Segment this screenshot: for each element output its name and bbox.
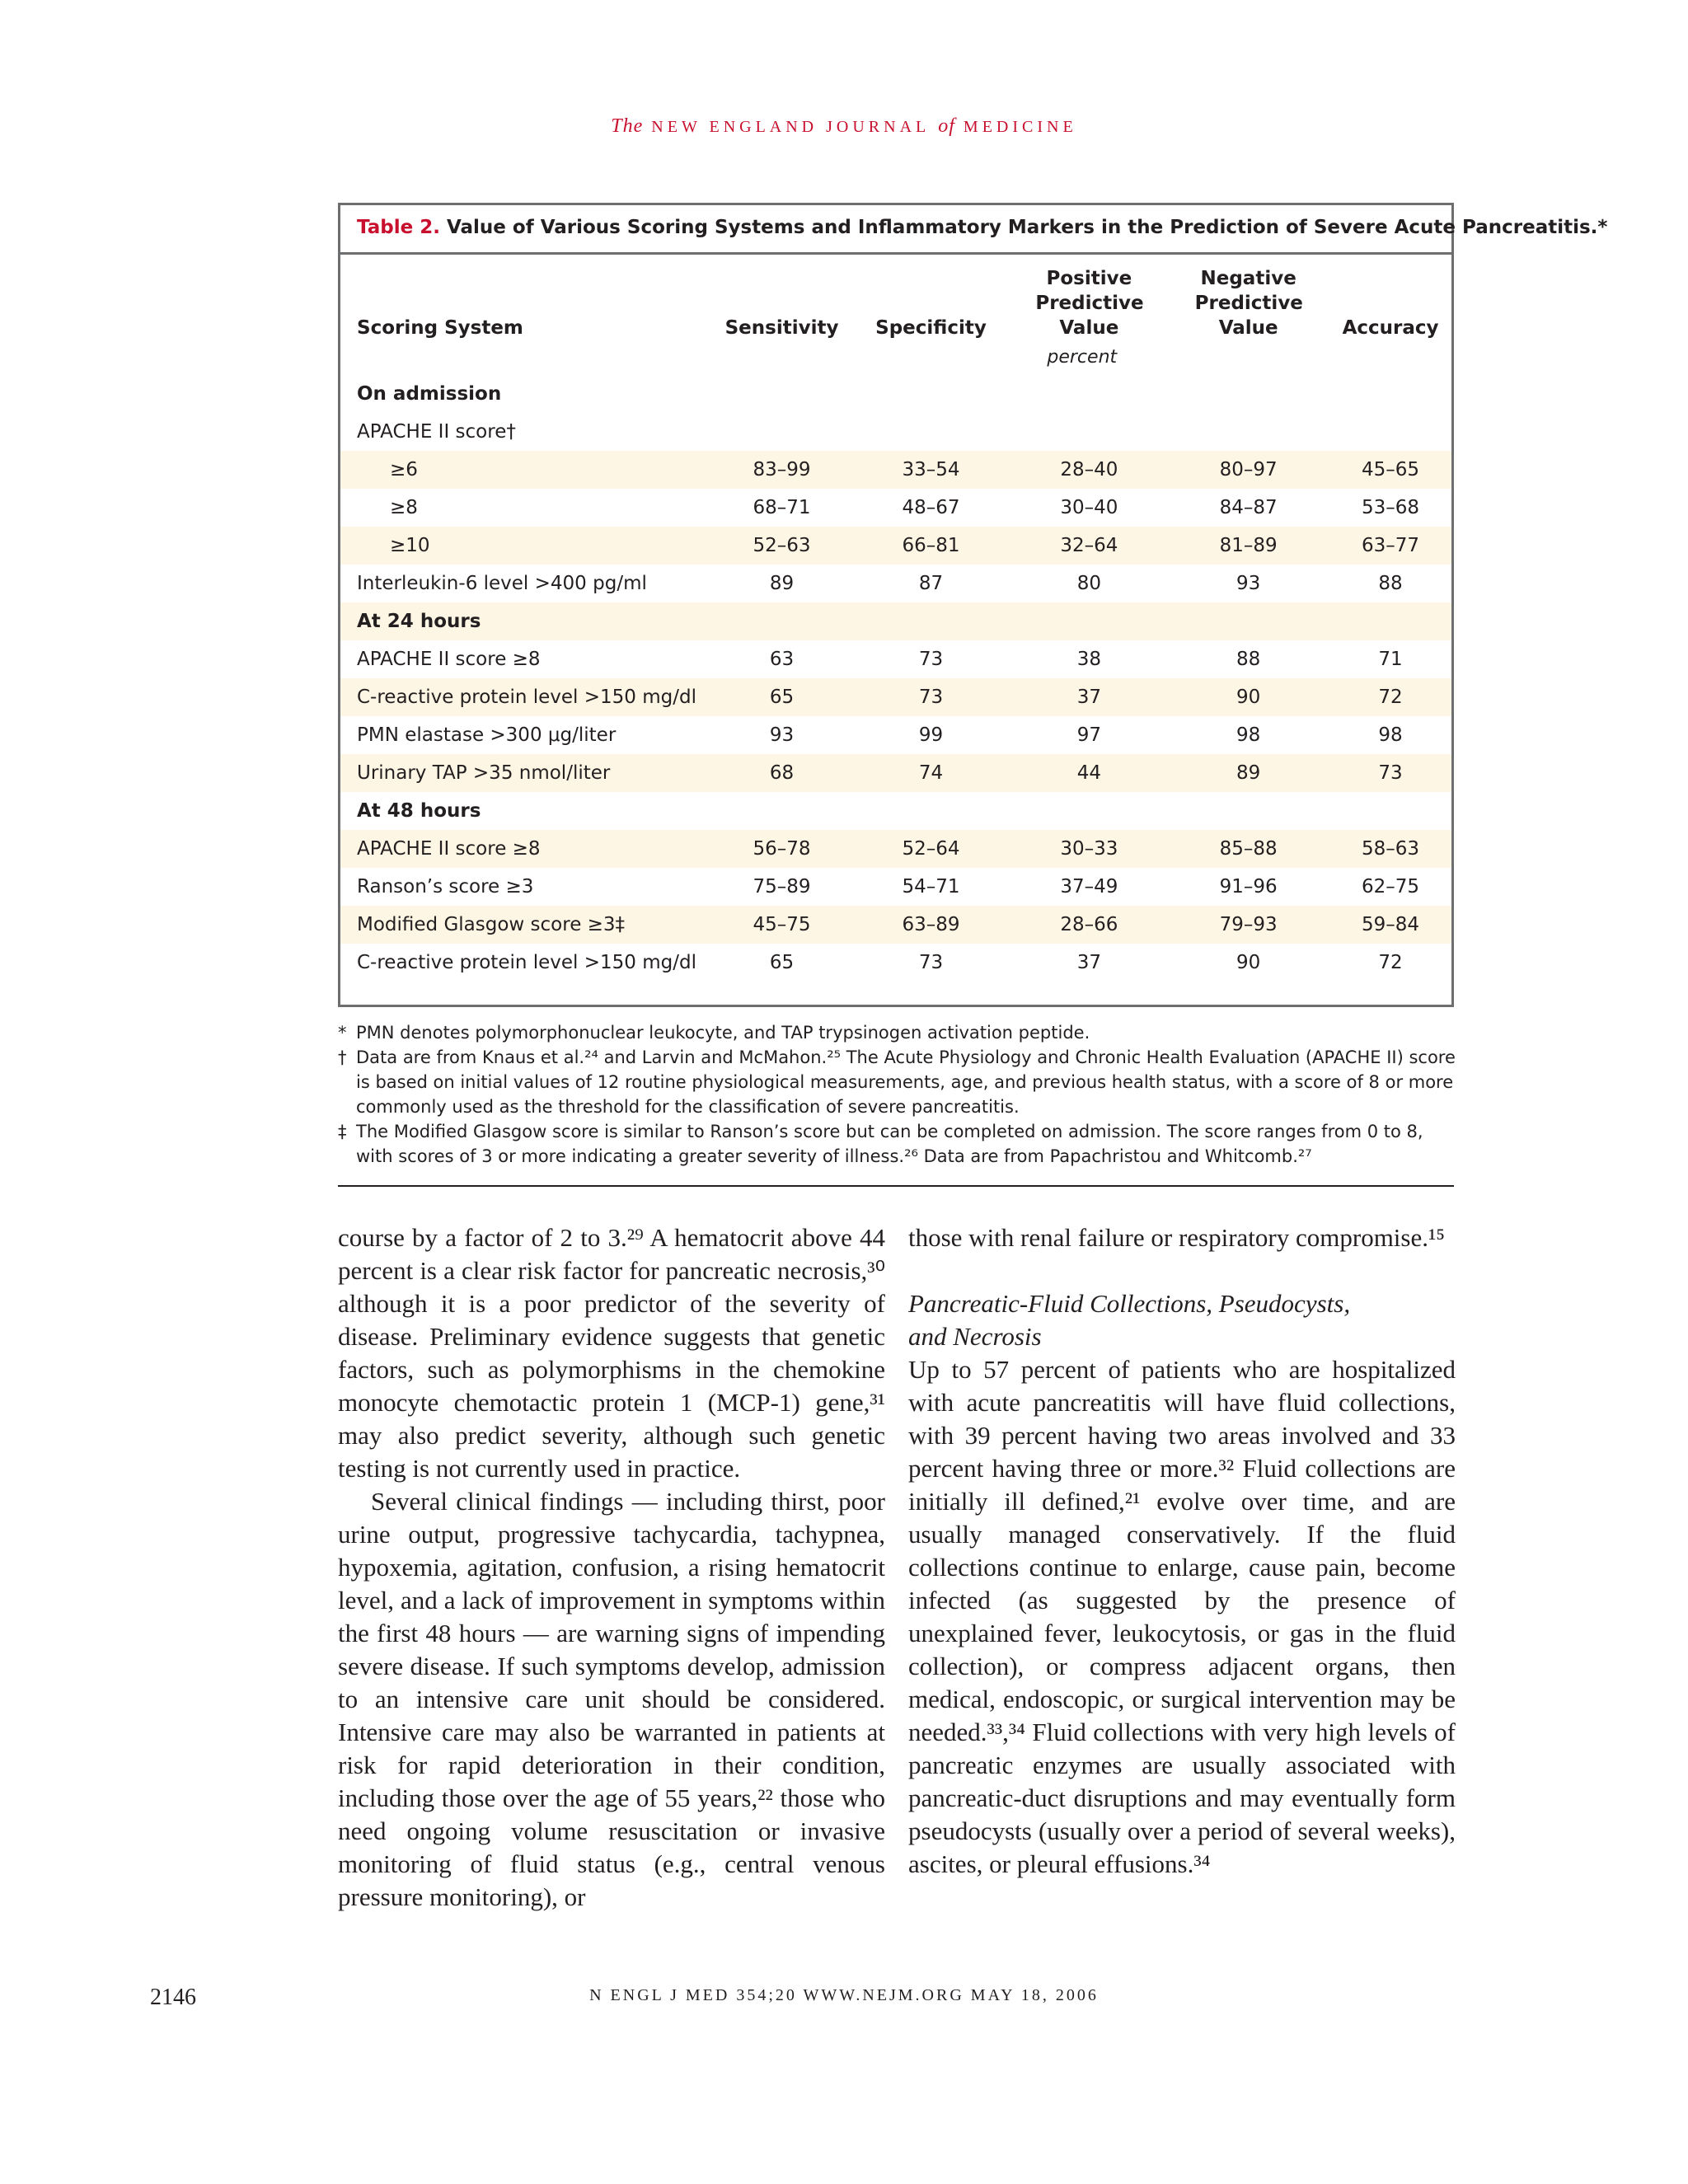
table-cell: 63 [769,649,795,670]
table-cell: 91–96 [1219,876,1278,898]
table-cell: 90 [1167,678,1329,716]
header-specificity: Specificity [875,317,987,339]
table-cell [1167,602,1329,640]
table-cell: 68 [713,754,851,792]
table-row [340,489,1451,527]
body-paragraph: Up to 57 percent of patients who are hospitalized with acute pancreatitis will have fluid collections, with 39 percent having two areas involved and 33 percent having three or more.³² Fluid collections are initially ill defined,²¹ evolve over time, and are usually managed conservatively. If the fluid collections continue to enlarge, cause pain, become infected (as suggested by the presence of unexplained fever, leukocytosis, or gas in the fluid collection), or compress adjacent organs, then medical, endoscopic, or surgical intervention may be needed.³³,³⁴ Fluid collections with very high levels of pancreatic enzymes are usually associated with pancreatic-duct disruptions and may eventually form pseudocysts (usually over a period of several weeks), ascites, or pleural effusions.³⁴ [908,1355,1456,1878]
row-label: C-reactive protein level >150 mg/dl [357,952,696,973]
header-sensitivity: Sensitivity [724,317,839,339]
table-cell [1167,413,1329,451]
table-cell: 72 [1378,952,1403,973]
table-cell: 56–78 [713,830,851,868]
table-cell [851,792,1011,830]
header-ppv-text: Positive Predictive Value [1035,268,1144,339]
row-label: ≥6 [340,451,713,489]
header-unit: percent [1047,347,1118,368]
table-row [340,527,1451,565]
row-label: Urinary TAP >35 nmol/liter [340,754,713,792]
body-column-right [908,1221,1456,1881]
table-cell: 59–84 [1329,906,1451,944]
table-cell: 88 [1236,649,1261,670]
table-cell: 38 [1076,649,1101,670]
table-cell: 53–68 [1362,497,1420,518]
table-cell [1329,375,1451,413]
table-cell: 28–40 [1010,451,1167,489]
footnote-mark: * [338,1023,347,1043]
table-cell: 65 [713,678,851,716]
table-row [340,906,1451,944]
row-label: Ranson’s score ≥3 [357,876,534,898]
table-row [340,602,1451,640]
table-cell: 98 [1378,724,1403,746]
table-cell: 89 [1167,754,1329,792]
table-title [340,205,1608,255]
table-cell: 74 [851,754,1011,792]
table-cell: 81–89 [1167,527,1329,565]
row-label: APACHE II score ≥8 [340,830,713,868]
table-row [340,944,1451,982]
table-cell: 52–63 [713,527,851,565]
row-label: Modified Glasgow score ≥3‡ [340,906,713,944]
header-accuracy: Accuracy [1342,317,1439,339]
row-label: ≥8 [390,497,418,518]
footnote [338,1020,1459,1045]
table-row [340,375,1451,413]
table-row [340,754,1451,792]
table-cell: 72 [1329,678,1451,716]
table-cell: 75–89 [753,876,811,898]
table-cell: 32–64 [1010,527,1167,565]
table-cell: 30–33 [1010,830,1167,868]
running-head [0,115,1688,138]
running-head-medicine: MEDICINE [963,118,1077,136]
table-row [340,640,1451,678]
row-label: C-reactive protein level >150 mg/dl [340,678,713,716]
row-label: Interleukin-6 level >400 pg/ml [357,573,647,594]
table-row [340,451,1451,489]
table-cell: 98 [1236,724,1261,746]
row-label: APACHE II score ≥8 [357,649,541,670]
table-cell: 52–64 [851,830,1011,868]
table-cell: 45–75 [713,906,851,944]
table-cell: 30–40 [1060,497,1118,518]
row-label: ≥10 [340,527,713,565]
table-cell: 90 [1236,952,1261,973]
body-paragraph: those with renal failure or respiratory compromise.¹⁵ [908,1223,1446,1252]
table-cell [713,602,851,640]
table-cell [1329,413,1451,451]
running-head-the: The [611,115,644,137]
table-cell [713,413,851,451]
table-cell: 63–77 [1329,527,1451,565]
footnote-text: PMN denotes polymorphonuclear leukocyte, and TAP trypsinogen activation peptide. [356,1023,1090,1043]
table-cell: 80 [1076,573,1101,594]
table-cell: 87 [918,573,944,594]
table-cell: 28–66 [1010,906,1167,944]
header-scoring-system: Scoring System [357,317,523,339]
section-label: On admission [357,383,502,405]
body-paragraph: course by a factor of 2 to 3.²⁹ A hematocrit above 44 percent is a clear risk factor for pancreatic necrosis,³⁰ although it is a poor predictor of the severity of disease. Preliminary evidence suggests that genetic factors, such as polymorphisms in the chemokine monocyte chemotactic protein 1 (MCP-1) gene,³¹ may also predict severity, although such genetic testing is not currently used in practice. [338,1223,885,1483]
table-row [340,565,1451,602]
table-cell [851,602,1011,640]
running-head-of: of [938,115,955,137]
table-cell: 73 [1329,754,1451,792]
table-cell: 54–71 [902,876,960,898]
table-cell: 88 [1378,573,1403,594]
table-cell: 37 [1076,952,1101,973]
table-cell [1010,602,1167,640]
table-cell [1329,792,1451,830]
table-cell: 62–75 [1362,876,1420,898]
table-2 [338,203,1608,1007]
header-ppv [1010,255,1167,347]
table-cell [1167,375,1329,413]
footnote-mark: ‡ [338,1122,347,1141]
table-label: Table 2. [357,217,440,238]
table-cell: 73 [918,952,944,973]
table-cell [851,413,1011,451]
table-row [340,830,1451,868]
table-cell: 73 [851,678,1011,716]
table-body [340,375,1451,982]
table-cell [1329,602,1451,640]
table-row [340,792,1451,830]
header-npv [1167,255,1329,347]
header-npv-text: Negative Predictive Value [1194,268,1303,339]
table-footnotes [338,1020,1459,1169]
table-row [340,678,1451,716]
table-caption: Value of Various Scoring Systems and Inflammatory Markers in the Prediction of Severe Acute Pancreatitis.* [446,217,1608,238]
row-label: PMN elastase >300 μg/liter [357,724,617,746]
row-label: APACHE II score† [357,421,516,443]
table-cell: 80–97 [1167,451,1329,489]
table-cell: 65 [769,952,795,973]
table-data [340,255,1451,982]
section-label: At 48 hours [357,800,481,822]
table-cell: 33–54 [851,451,1011,489]
table-cell: 97 [1076,724,1101,746]
table-cell: 85–88 [1167,830,1329,868]
table-cell [713,375,851,413]
footnote [338,1119,1459,1169]
table-cell: 37–49 [1060,876,1118,898]
table-row [340,413,1451,451]
footer-citation: N ENGL J MED 354;20 WWW.NEJM.ORG MAY 18, 2006 [589,1986,1099,2004]
table-cell [1010,792,1167,830]
table-cell [1167,792,1329,830]
table-cell: 99 [918,724,944,746]
footnote-text: Data are from Knaus et al.²⁴ and Larvin and McMahon.²⁵ The Acute Physiology and Chronic Health Evaluation (APACHE II) score is based on initial values of 12 routine physiological measurements, age, and previous health status, with a score of 8 or more commonly used as the threshold for the classification of severe pancreatitis. [356,1047,1456,1117]
table-cell: 79–93 [1167,906,1329,944]
table-cell: 68–71 [753,497,811,518]
table-cell: 83–99 [713,451,851,489]
table-cell: 66–81 [851,527,1011,565]
section-divider [338,1185,1454,1187]
footnote-text: The Modified Glasgow score is similar to Ranson’s score but can be completed on admission. The score ranges from 0 to 8, with scores of 3 or more indicating a greater severity of illness.²⁶ Data are from Papachristou and Whitcomb.²⁷ [356,1122,1423,1166]
table-cell: 58–63 [1329,830,1451,868]
table-cell: 93 [1236,573,1261,594]
footnote [338,1045,1459,1119]
table-cell: 71 [1378,649,1403,670]
body-column-left [338,1221,885,1914]
table-row [340,868,1451,906]
table-cell [1010,375,1167,413]
table-cell: 73 [918,649,944,670]
page-number: 2146 [150,1985,196,2010]
table-cell: 45–65 [1329,451,1451,489]
footnote-mark: † [338,1047,347,1067]
section-label: At 24 hours [340,602,713,640]
section-subheading: Pancreatic-Fluid Collections, Pseudocysts, and Necrosis [908,1289,1351,1351]
body-paragraph: Several clinical findings — including thirst, poor urine output, progressive tachycardia, tachypnea, hypoxemia, agitation, confusion, a rising hematocrit level, and a lack of improvement in symptoms within the first 48 hours — are warning signs of impending severe disease. If such symptoms develop, admission to an intensive care unit should be considered. Intensive care may also be warranted in patients at risk for rapid deterioration in their condition, including those over the age of 55 years,²² those who need ongoing volume resuscitation or invasive monitoring of fluid status (e.g., central venous pressure monitoring), or [338,1487,885,1911]
table-cell [851,375,1011,413]
table-cell [1010,413,1167,451]
table-cell: 48–67 [902,497,960,518]
table-cell [713,792,851,830]
table-cell: 84–87 [1219,497,1278,518]
table-cell: 63–89 [851,906,1011,944]
table-cell: 89 [769,573,795,594]
table-row [340,716,1451,754]
table-cell: 37 [1010,678,1167,716]
table-cell: 93 [769,724,795,746]
table-cell: 44 [1010,754,1167,792]
running-head-journal: NEW ENGLAND JOURNAL [651,118,931,136]
